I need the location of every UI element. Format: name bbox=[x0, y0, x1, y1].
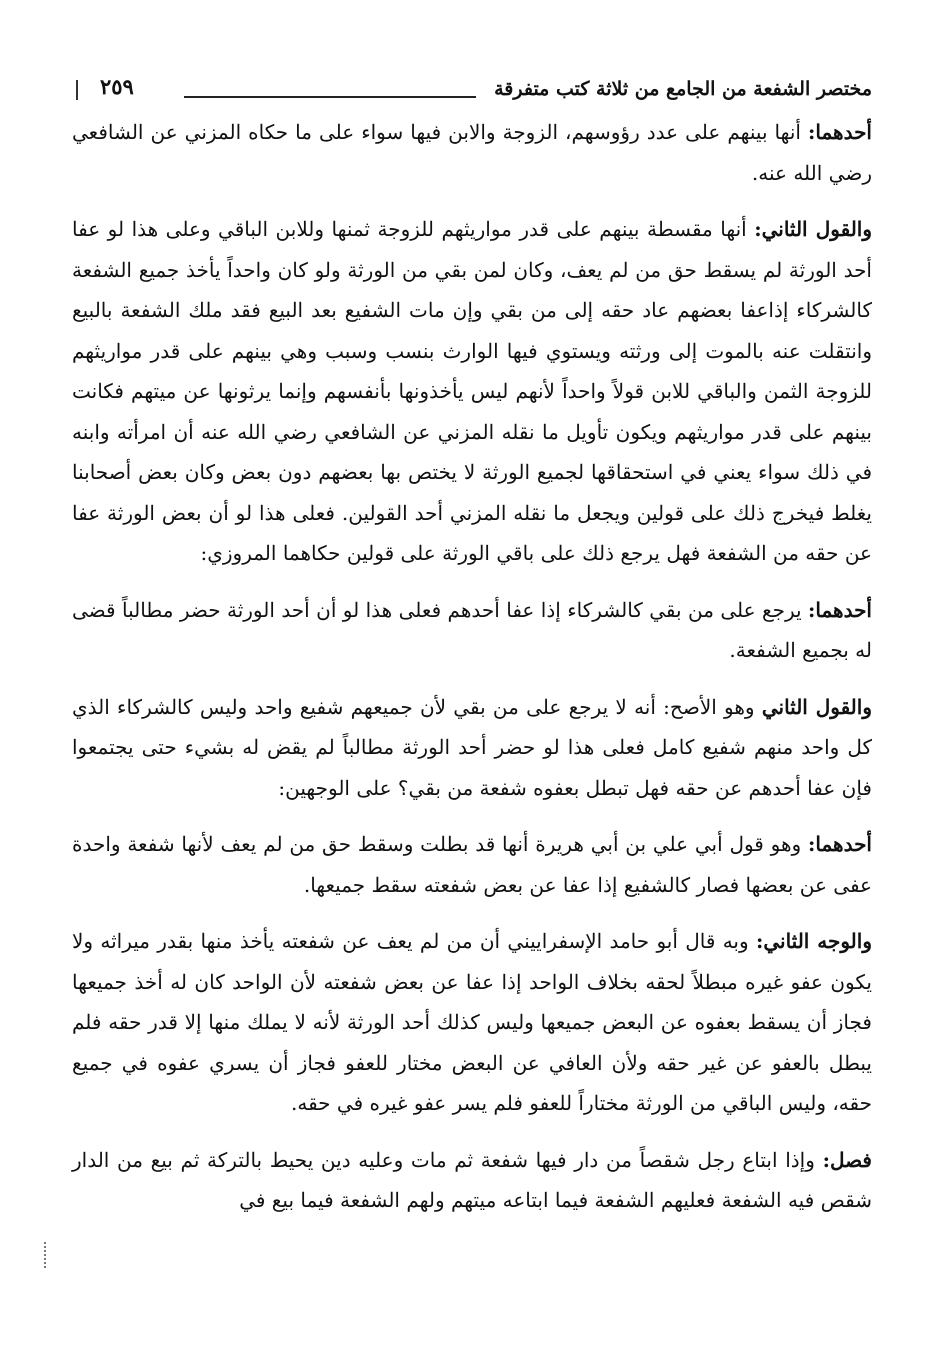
page-header bbox=[72, 70, 872, 112]
paragraph-6 bbox=[72, 921, 872, 1124]
paragraph-lead: والوجه الثاني: bbox=[755, 929, 872, 953]
header-rule bbox=[184, 96, 476, 98]
paragraph-text: وبه قال أبو حامد الإسفراييني أن من لم يعف عن شفعته يأخذ منها بقدر ميراثه ولا يكون عفو غيره مبطلاً لحقه بخلاف الواحد إذا عفا عن بعض شفعته لأن الواحد كان له أخذ جميعها فجاز أن يسقط بعفوه عن البعض جميعها وليس كذلك أحد الورثة لأنه لا يملك منها إلا قدر حقه فلم يبطل بالعفو عن غير حقه ولأن العافي عن البعض مختار للعفو فجاز أن يسري عفوه في جميع حقه، وليس الباقي من الورثة مختاراً للعفو فلم يسر عفو غيره في حقه. bbox=[72, 929, 872, 1115]
paragraph-lead: والقول الثاني: bbox=[754, 217, 873, 241]
paragraph-text: أنها مقسطة بينهم على قدر مواريثهم للزوجة ثمنها وللابن الباقي وعلى هذا لو عفا أحد الورثة لم يسقط حق من لم يعف، وكان لمن بقي من الورثة ولو كان واحداً يأخذ جميع الشفعة كالشركاء إذاعفا بعضهم عاد حقه إلى من بقي وإن مات الشفيع بعد البيع فقد ملك الشفعة بالبيع وانتقلت عنه بالموت إلى ورثته ويستوي فيها الوارث بنسب وسبب وهي بينهم على قدر مواريثهم للزوجة الثمن والباقي للابن قولاً واحداً لأنهم ليس يأخذونها بأنفسهم وإنما يرثونها عن ميتهم فكانت بينهم على قدر مواريثهم ويكون تأويل ما نقله المزني عن الشافعي رضي الله عنه أن امرأته وابنه في ذلك سواء يعني في استحقاقها لجميع الورثة لا يختص بها بعضهم دون بعض وكان بعض أصحابنا يغلط فيخرج ذلك على قولين ويجعل ما نقله المزني أحد القولين. فعلى هذا لو أن بعض الورثة عفا عن حقه من الشفعة فهل يرجع ذلك على باقي الورثة على قولين حكاهما المروزي: bbox=[72, 217, 872, 565]
paragraph-5 bbox=[72, 824, 872, 905]
paragraph-text: وهو قول أبي علي بن أبي هريرة أنها قد بطلت وسقط حق من لم يعف لأنها شفعة واحدة عفى عن بعضها فصار كالشفيع إذا عفا عن بعض شفعته سقط جميعها. bbox=[72, 832, 872, 897]
paragraph-lead: والقول الثاني bbox=[761, 694, 872, 719]
paragraph-text: أنها بينهم على عدد رؤوسهم، الزوجة والابن فيها سواء على ما حكاه المزني عن الشافعي رضي الله عنه. bbox=[72, 120, 872, 185]
paragraph-lead: أحدهما: bbox=[807, 597, 872, 622]
paragraph-lead: فصل: bbox=[822, 1147, 872, 1172]
paragraph-4 bbox=[72, 687, 872, 809]
paragraph-text: وهو الأصح: أنه لا يرجع على من بقي لأن جميعهم شفيع واحد وليس كالشركاء الذي كل واحد منهم شفيع كامل فعلى هذا لو حضر أحد الورثة مطالباً لم يقض له بشيء حتى يجتمعوا فإن عفا أحدهم عن حقه فهل تبطل بعفوه شفعة من بقي؟ على الوجهين: bbox=[72, 694, 872, 800]
margin-mark bbox=[44, 1242, 48, 1268]
book-page bbox=[72, 70, 872, 1237]
body-text bbox=[72, 112, 872, 1221]
paragraph-text: يرجع على من بقي كالشركاء إذا عفا أحدهم فعلى هذا لو أن أحد الورثة حضر مطالباً قضى له بجميع الشفعة. bbox=[72, 597, 872, 662]
paragraph-lead: أحدهما: bbox=[807, 832, 872, 856]
paragraph-text: وإذا ابتاع رجل شقصاً من دار فيها شفعة ثم مات وعليه دين يحيط بالتركة ثم بيع من الدار شقص فيه الشفعة فعليهم الشفعة فيما ابتاعه ميتهم ولهم الشفعة فيما بيع في bbox=[72, 1147, 872, 1212]
paragraph-1 bbox=[72, 112, 872, 193]
paragraph-7 bbox=[72, 1140, 872, 1221]
paragraph-3 bbox=[72, 590, 872, 671]
page-number: ٢٥٩ bbox=[100, 74, 134, 99]
paragraph-lead: أحدهما: bbox=[807, 120, 872, 144]
running-title: مختصر الشفعة من الجامع من ثلاثة كتب متفرقة bbox=[494, 78, 872, 100]
paragraph-2 bbox=[72, 209, 872, 574]
margin-bar bbox=[76, 80, 78, 100]
